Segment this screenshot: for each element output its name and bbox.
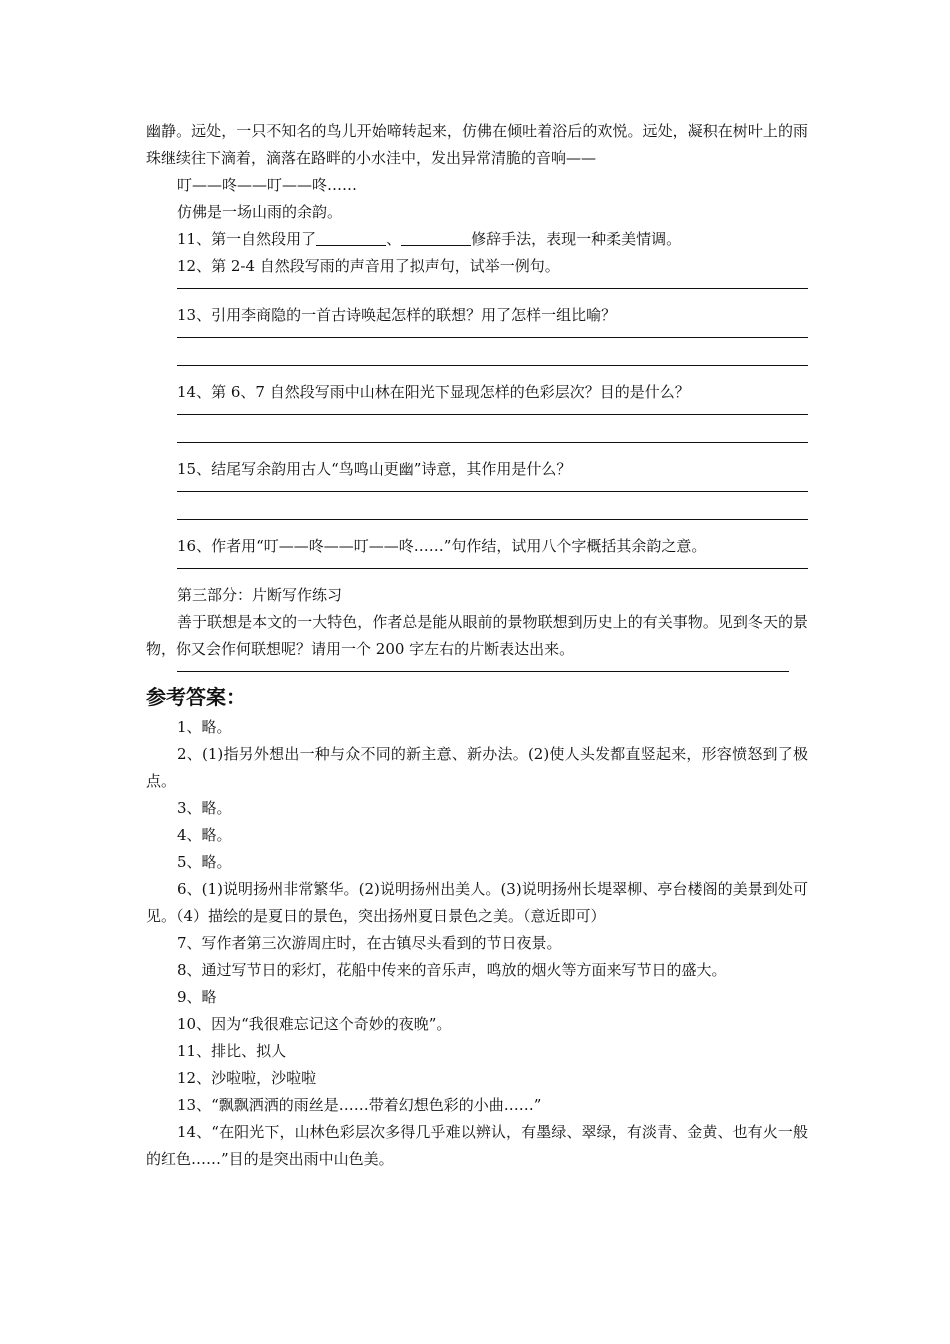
writing-line[interactable]: [177, 671, 789, 672]
question-14: 14、第 6、7 自然段写雨中山林在阳光下显现怎样的色彩层次？目的是什么？: [177, 383, 690, 401]
answer-item: 1、略。: [177, 718, 232, 736]
part3-title: 第三部分：片断写作练习: [177, 586, 343, 604]
answer-line[interactable]: [177, 414, 808, 415]
question-11-text-a: 11、第一自然段用了: [177, 230, 317, 248]
answer-item: 6、(1)说明扬州非常繁华。(2)说明扬州出美人。(3)说明扬州长堤翠柳、亭台楼阁的美景到处可见。（4）描绘的是夏日的景色，突出扬州夏日景色之美。（意近即可）: [146, 880, 808, 925]
answer-item: 12、沙啦啦，沙啦啦: [177, 1069, 317, 1087]
answer-line[interactable]: [177, 365, 808, 366]
answer-item: 4、略。: [177, 826, 232, 844]
question-12: 12、第 2-4 自然段写雨的声音用了拟声句，试举一例句。: [177, 257, 560, 275]
question-13: 13、引用李商隐的一首古诗唤起怎样的联想？用了怎样一组比喻？: [177, 306, 617, 324]
question-11: [146, 226, 808, 253]
question-11-separator: 、: [386, 230, 402, 248]
answer-blank[interactable]: [401, 230, 471, 246]
document-page: [146, 118, 808, 1173]
part3-prompt: 善于联想是本文的一大特色，作者总是能从眼前的景物联想到历史上的有关事物。见到冬天的景物，你又会作何联想呢？请用一个 200 字左右的片断表达出来。: [146, 613, 808, 658]
answer-line[interactable]: [177, 491, 808, 492]
answer-line[interactable]: [177, 568, 808, 569]
answer-item: 3、略。: [177, 799, 232, 817]
answer-item: 7、写作者第三次游周庄时，在古镇尽头看到的节日夜景。: [177, 934, 562, 952]
answer-blank[interactable]: [316, 230, 386, 246]
answer-item: 11、排比、拟人: [177, 1042, 287, 1060]
answer-item: 14、“在阳光下，山林色彩层次多得几乎难以辨认，有墨绿、翠绿，有淡青、金黄、也有火一般的红色……”目的是突出雨中山色美。: [146, 1123, 808, 1168]
answer-item: 5、略。: [177, 853, 232, 871]
passage-onomatopoeia: 叮——咚——叮——咚……: [177, 176, 358, 194]
answer-item: 2、(1)指另外想出一种与众不同的新主意、新办法。(2)使人头发都直竖起来，形容愤怒到了极点。: [146, 745, 808, 790]
answers-heading: 参考答案：: [146, 685, 246, 709]
answer-item: 13、“飘飘洒洒的雨丝是……带着幻想色彩的小曲……”: [177, 1096, 542, 1114]
answer-item: 9、略: [177, 988, 217, 1006]
passage-paragraph-end: 仿佛是一场山雨的余韵。: [177, 203, 343, 221]
question-11-text-b: 修辞手法，表现一种柔美情调。: [471, 230, 682, 248]
answer-item: 10、因为“我很难忘记这个奇妙的夜晚”。: [177, 1015, 452, 1033]
answer-line[interactable]: [177, 288, 808, 289]
answer-line[interactable]: [177, 519, 808, 520]
answer-item: 8、通过写节日的彩灯，花船中传来的音乐声，鸣放的烟火等方面来写节日的盛大。: [177, 961, 727, 979]
answer-line[interactable]: [177, 337, 808, 338]
passage-paragraph: 幽静。远处，一只不知名的鸟儿开始啼转起来，仿佛在倾吐着浴后的欢悦。远处，凝积在树叶上的雨珠继续往下滴着，滴落在路畔的小水洼中，发出异常清脆的音响——: [146, 122, 808, 167]
question-15: 15、结尾写余韵用古人“鸟鸣山更幽”诗意，其作用是什么？: [177, 460, 572, 478]
answer-line[interactable]: [177, 442, 808, 443]
question-16: 16、作者用“叮——咚——叮——咚……”句作结，试用八个字概括其余韵之意。: [177, 537, 707, 555]
